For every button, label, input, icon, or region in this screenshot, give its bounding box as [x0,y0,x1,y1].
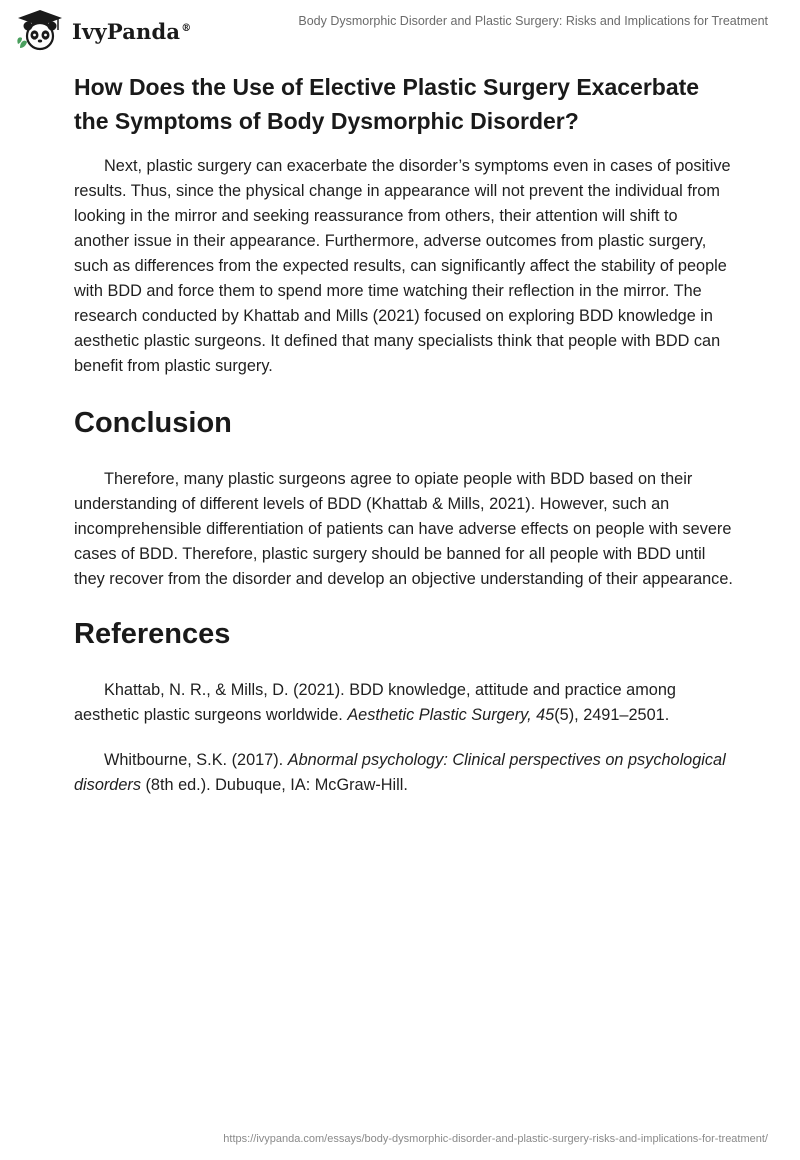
spacer [74,379,734,405]
essay-content [74,70,734,818]
panda-graduate-icon [14,8,66,52]
conclusion-heading: Conclusion [74,407,232,439]
exacerbate-paragraph: Next, plastic surgery can exacerbate the disorder’s symptoms even in cases of positive results. Thus, since the physical change in appearance will not prevent the individual from looking in the mirror and seeking reassurance from others, their attention will shift to another issue in their appearance. Furthermore, adverse outcomes from plastic surgery, such as differences from the expected results, can significantly affect the stability of people with BDD and force them to spend more time watching their reflection in the mirror. The research conducted by Khattab and Mills (2021) focused on exploring BDD knowledge in aesthetic plastic surgeons. It defined that many specialists think that people with BDD can benefit from plastic surgery. [74,157,731,375]
references-heading: References [74,618,231,650]
exacerbate-heading: How Does the Use of Elective Plastic Surgery Exacerbate the Symptoms of Body Dysmorphic Disorder? [74,74,700,134]
spacer [74,592,734,616]
running-title: Body Dysmorphic Disorder and Plastic Surgery: Risks and Implications for Treatment [298,14,768,28]
reference-item: Whitbourne, S.K. (2017). Abnormal psychology: Clinical perspectives on psychological disorders (8th ed.). Dubuque, IA: McGraw-Hill. [74,751,726,794]
page-url[interactable]: https://ivypanda.com/essays/body-dysmorphic-disorder-and-plastic-surgery-risks-and-implications-for-treatment/ [223,1133,768,1145]
logo-wordmark: IvyPanda® [72,18,192,44]
reference-item: Khattab, N. R., & Mills, D. (2021). BDD knowledge, attitude and practice among aesthetic plastic surgeons worldwide. Aesthetic Plastic Surgery, 45(5), 2491–2501. [74,681,676,724]
conclusion-paragraph: Therefore, many plastic surgeons agree to opiate people with BDD based on their understanding of different levels of BDD (Khattab & Mills, 2021). However, such an incomprehensible differentiation of patients can have adverse effects on people with severe cases of BDD. Therefore, plastic surgery should be banned for all people with BDD until they recover from the disorder and develop an objective understanding of their appearance. [74,470,733,588]
page-header [0,0,800,60]
site-logo[interactable] [14,8,191,52]
